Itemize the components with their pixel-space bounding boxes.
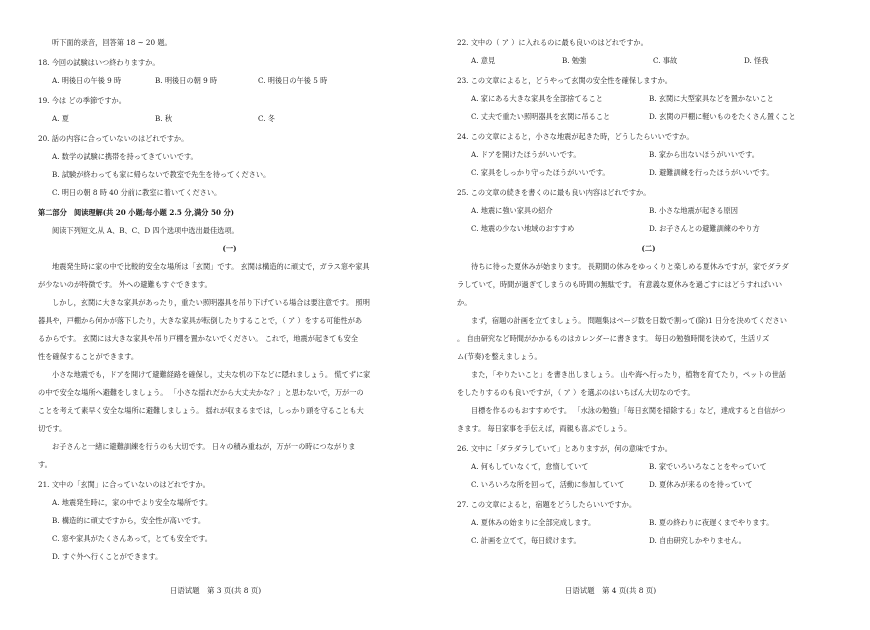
passage-2-line: 目標を作るのもおすすめです。 「水泳の勉強」「毎日玄関を掃除する」など，達成すると自信がつ (471, 406, 786, 415)
q24-option-d: D. 避難訓練を行ったほうがいいです。 (649, 168, 774, 177)
question-27-options-ab (457, 518, 840, 527)
listening-intro: 听下面的录音，回答第 18 ~ 20 题。 (52, 38, 172, 47)
question-18-stem: 18. 今回の試験はいつ終わりますか。 (38, 58, 160, 67)
question-19-options (38, 114, 421, 123)
q27-option-a: A. 夏休みの始まりに全部完成します。 (471, 518, 596, 527)
passage-2-line: ラしていて，時間が過ぎてしまうのも時間の無駄です。 有意義な夏休みを過ごすにはどうすればいい (457, 280, 783, 289)
passage-1-line: 小さな地震でも，ドアを開けて避難経路を確保し，丈夫な机の下などに隠れましょう。 慌てずに家 (52, 370, 371, 379)
part2-instruction: 阅读下列短文,从 A、B、C、D 四个选项中选出最佳选项。 (52, 226, 239, 235)
q25-option-b: B. 小さな地震が起きる原因 (649, 206, 738, 215)
q18-option-a: A. 明後日の午後 9 時 (52, 76, 122, 85)
question-22-options (457, 56, 840, 65)
question-18-options (38, 76, 421, 85)
q27-option-c: C. 計画を立てて，毎日続けます。 (471, 536, 581, 545)
passage-1-line: お子さんと一緒に避難訓練を行うのも大切です。 日々の積み重ねが，万が一の時につながりま (52, 442, 356, 451)
q27-option-b: B. 夏の終わりに夜遅くまでやります。 (649, 518, 774, 527)
right-page-footer: 日语试题 第 4 页(共 8 页) (565, 586, 657, 595)
passage-1-label: (一) (222, 244, 237, 253)
question-22-stem: 22. 文中の（ ア ）に入れるのに最も良いのはどれですか。 (457, 38, 648, 47)
q24-option-b: B. 家から出ないほうがいいです。 (649, 150, 759, 159)
q25-option-a: A. 地震に強い家具の紹介 (471, 206, 553, 215)
q22-option-a: A. 意見 (471, 56, 496, 65)
q26-option-c: C. いろいろな所を回って，活動に参加していて (471, 480, 625, 489)
passage-1-line: 地震発生時に家の中で比較的安全な場所は「玄関」です。 玄関は構造的に頑丈で，ガラス窓や家具 (52, 262, 370, 271)
passage-2-line: 。 自由研究など時間がかかるものはカレンダーに書きます。 毎日の勉強時間を決めて，生活リズ (457, 334, 770, 343)
q23-option-c: C. 丈夫で重たい照明器具を玄関に吊ること (471, 112, 611, 121)
q20-option-a: A. 数学の試験に携帯を持ってきていいです。 (52, 152, 198, 161)
q19-option-b: B. 秋 (155, 114, 173, 123)
passage-1-line: 切です。 (38, 424, 67, 433)
q23-option-b: B. 玄関に大型家具などを置かないこと (649, 94, 774, 103)
q21-option-c: C. 窓や家具がたくさんあって，とても安全です。 (52, 534, 212, 543)
question-24-stem: 24. この文章によると，小さな地震が起きた時，どうしたらいいですか。 (457, 132, 694, 141)
q26-option-a: A. 何もしていなくて，怠惰していて (471, 462, 589, 471)
question-25-options-cd (457, 224, 840, 233)
passage-1-line: るからです。 玄関には大きな家具や吊り戸棚を置かないでください。 これで，地震が起きても安全 (38, 334, 359, 343)
question-20-stem: 20. 話の内容に合っていないのはどれですか。 (38, 134, 189, 143)
passage-1-line: す。 (38, 460, 52, 469)
passage-1 (38, 262, 421, 469)
q27-option-d: D. 自由研究しかやりません。 (649, 536, 746, 545)
passage-1-line: 器具や，戸棚から何かが落下したり，大きな家具が転倒したりすることで，（ ア ）をする可能性があ (38, 316, 363, 325)
passage-2-line: また，「やりたいこと」を書き出しましょう。 山や海へ行ったり，植物を育てたり，ペットの世話 (471, 370, 786, 379)
passage-2-line: 待ちに待った夏休みが始まります。 長期間の休みをゆっくりと楽しめる夏休みですが，家でダラダ (471, 262, 789, 271)
q20-option-b: B. 試験が終わっても家に帰らないで教室で先生を待ってください。 (52, 170, 271, 179)
q22-option-b: B. 勉強 (562, 56, 587, 65)
question-23-options-cd (457, 112, 840, 121)
question-27-stem: 27. この文章によると，宿題をどうしたらいいですか。 (457, 500, 637, 509)
q22-option-d: D. 怪我 (744, 56, 769, 65)
passage-1-line: ことを考えて素早く安全な場所に避難しましょう。 揺れが収まるまでは，しっかり頭を守ることも大 (38, 406, 364, 415)
right-page (435, 0, 870, 630)
question-21-stem: 21. 文中の「玄関」に合っていないのはどれですか。 (38, 480, 210, 489)
question-23-options-ab (457, 94, 840, 103)
passage-1-line: が少ないのが特徴です。 外への避難もすぐできます。 (38, 280, 212, 289)
q24-option-a: A. ドアを開けたほうがいいです。 (471, 150, 581, 159)
question-24-options-ab (457, 150, 840, 159)
q21-option-b: B. 構造的に頑丈ですから，安全性が高いです。 (52, 516, 206, 525)
q21-option-a: A. 地震発生時に，家の中でより安全な場所です。 (52, 498, 213, 507)
part2-heading: 第二部分 阅读理解(共 20 小题;每小题 2.5 分,满分 50 分) (38, 208, 235, 217)
passage-2-line: か。 (457, 298, 472, 307)
question-19-stem: 19. 今は どの季節ですか。 (38, 96, 126, 105)
q23-option-d: D. 玄関の戸棚に軽いものをたくさん置くこと (649, 112, 796, 121)
passage-2-line: ム(节奏)を整えましょう。 (457, 352, 542, 361)
passage-2 (457, 262, 840, 433)
left-page-footer: 日语试题 第 3 页(共 8 页) (170, 586, 262, 595)
passage-2-line: まず，宿題の計画を立てましょう。 問題集はページ数を日数で割って(除)1 日分を決めてください (471, 316, 787, 325)
question-25-stem: 25. この文章の続きを書くのに最も良い内容はどれですか。 (457, 188, 651, 197)
passage-2-line: をしたりするのも良いですが，（ ア ）を選ぶのはいちばん大切なのです。 (457, 388, 695, 397)
q26-option-b: B. 家でいろいろなことをやっていて (649, 462, 767, 471)
passage-1-line: の中で安全な場所へ避難をしましょう。 「小さな揺れだから大丈夫かな？」と思わないで，万が一の (38, 388, 364, 397)
q24-option-c: C. 家具をしっかり守ったほうがいいです。 (471, 168, 610, 177)
passage-1-line: 性を確保することができます。 (38, 352, 139, 361)
question-24-options-cd (457, 168, 840, 177)
q20-option-c: C. 明日の朝 8 時 40 分前に教室に着いてください。 (52, 188, 222, 197)
q19-option-a: A. 夏 (52, 114, 69, 123)
q26-option-d: D. 夏休みが来るのを待っていて (649, 480, 753, 489)
passage-2-label: (二) (641, 244, 656, 253)
passage-2-line: きます。 毎日家事を手伝えば，両親も喜ぶでしょう。 (457, 424, 632, 433)
q25-option-c: C. 地震の少ない地域のおすすめ (471, 224, 575, 233)
question-26-options-cd (457, 480, 840, 489)
q19-option-c: C. 冬 (258, 114, 275, 123)
question-23-stem: 23. この文章によると，どうやって玄関の安全性を確保しますか。 (457, 76, 672, 85)
q25-option-d: D. お子さんとの避難訓練のやり方 (649, 224, 760, 233)
question-25-options-ab (457, 206, 840, 215)
question-26-stem: 26. 文中に「ダラダラしていて」とありますが，何の意味ですか。 (457, 444, 672, 453)
question-27-options-cd (457, 536, 840, 545)
q23-option-a: A. 家にある大きな家具を全部捨てること (471, 94, 603, 103)
q22-option-c: C. 事故 (653, 56, 678, 65)
q18-option-b: B. 明後日の朝 9 時 (155, 76, 218, 85)
q21-option-d: D. すぐ外へ行くことができます。 (52, 552, 163, 561)
q18-option-c: C. 明後日の午後 5 時 (258, 76, 328, 85)
passage-1-line: しかし，玄関に大きな家具があったり，重たい照明器具を吊り下げている場合は要注意です。 照明 (52, 298, 370, 307)
question-26-options-ab (457, 462, 840, 471)
